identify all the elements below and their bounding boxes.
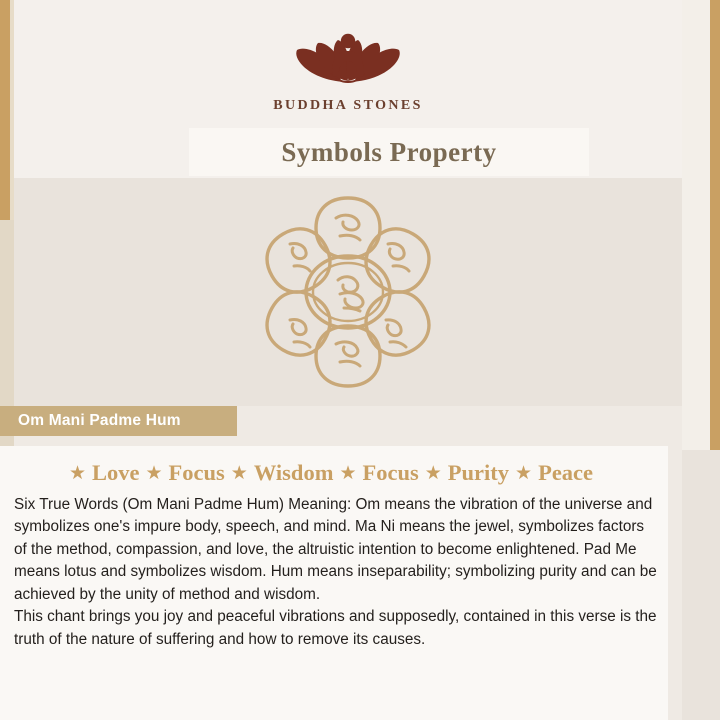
six-syllable-mandala-icon: [228, 192, 468, 392]
keyword-purity: Purity: [447, 460, 510, 485]
star-icon: ★: [515, 462, 533, 484]
brand-name: BUDDHA STONES: [273, 98, 423, 113]
star-icon: ★: [424, 462, 442, 484]
star-icon: ★: [230, 462, 248, 484]
brand-logo: [14, 24, 682, 114]
page-title: Symbols Property: [281, 136, 497, 167]
keyword-list: [0, 446, 668, 486]
decorative-frame-left-edge: [0, 0, 10, 220]
description-paragraph-2: This chant brings you joy and peaceful vibrations and supposedly, contained in this verse is the truth of the nature of suffering and how to remove its causes.: [14, 608, 657, 648]
star-icon: ★: [339, 462, 357, 484]
keyword-peace: Peace: [538, 460, 594, 485]
description-text: [0, 486, 668, 651]
decorative-frame-right-edge: [710, 0, 720, 450]
page-title-bar: [189, 128, 589, 176]
keyword-wisdom: Wisdom: [253, 460, 334, 485]
star-icon: ★: [145, 462, 163, 484]
lotus-meditation-icon: [273, 24, 423, 92]
keyword-focus-2: Focus: [362, 460, 419, 485]
description-section: [0, 446, 668, 720]
mandala-graphic: [228, 192, 468, 392]
star-icon: ★: [68, 462, 86, 484]
mandala-section: [14, 178, 682, 406]
description-paragraph-1: Six True Words (Om Mani Padme Hum) Meaning: Om means the vibration of the universe and symbolizes one's impure body, speech, and mind. Ma Ni means the jewel, symbolizes factors of the method, compassion, and love, the altruistic intention to become enlightened. Pad Me means lotus and symbolizes wisdom. Hum means inseparability; symbolizing purity and can be achieved by the unity of method and wisdom.: [14, 496, 657, 603]
status-badge-label: Om Mani Padme Hum: [18, 412, 181, 429]
keyword-love: Love: [91, 460, 140, 485]
keyword-focus-1: Focus: [168, 460, 225, 485]
status-badge: [0, 406, 237, 436]
